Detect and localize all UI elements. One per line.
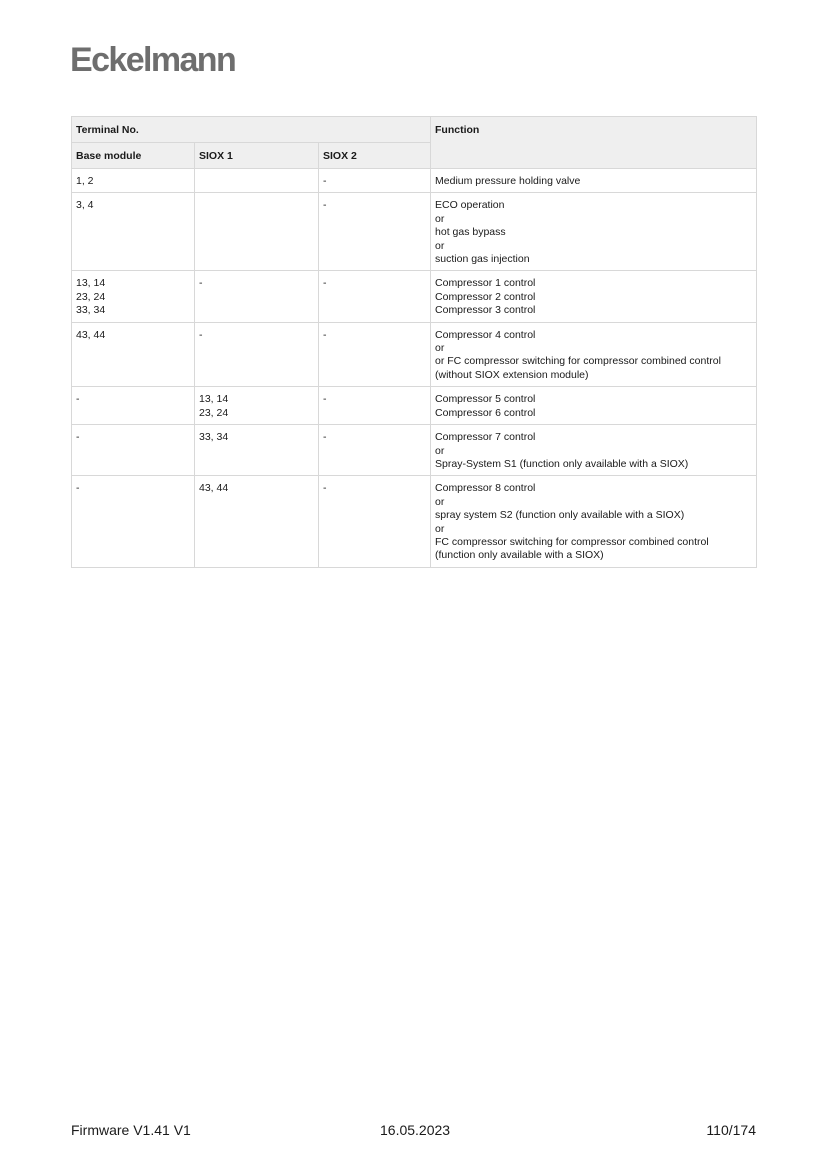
table-row bbox=[72, 425, 757, 476]
base-module-cell bbox=[72, 193, 195, 271]
base-module-cell bbox=[72, 425, 195, 476]
cell-line: 3, 4 bbox=[76, 199, 94, 212]
table-body bbox=[72, 169, 757, 568]
cell-line: - bbox=[76, 482, 80, 495]
siox2-cell bbox=[319, 193, 431, 271]
cell-line: - bbox=[199, 328, 203, 341]
cell-line: FC compressor switching for compressor combined control bbox=[435, 535, 709, 548]
function-header: Function bbox=[431, 117, 757, 169]
cell-line: - bbox=[76, 393, 80, 406]
base-module-header: Base module bbox=[72, 143, 195, 169]
cell-line: 33, 34 bbox=[76, 304, 106, 317]
cell-line bbox=[199, 175, 314, 188]
siox1-header: SIOX 1 bbox=[195, 143, 319, 169]
cell-line: 13, 14 bbox=[76, 277, 106, 290]
cell-line: - bbox=[323, 277, 327, 290]
terminal-no-header: Terminal No. bbox=[72, 117, 431, 143]
cell-line: - bbox=[323, 393, 327, 406]
siox1-cell bbox=[195, 271, 319, 322]
cell-line: suction gas injection bbox=[435, 253, 530, 266]
cell-line: or bbox=[435, 342, 445, 355]
cell-line: 33, 34 bbox=[199, 431, 229, 444]
table-row bbox=[72, 193, 757, 271]
cell-line bbox=[199, 199, 314, 212]
cell-line: - bbox=[323, 199, 327, 212]
siox1-cell bbox=[195, 476, 319, 567]
cell-line: or FC compressor switching for compressor combined control bbox=[435, 355, 721, 368]
base-module-cell bbox=[72, 476, 195, 567]
footer-firmware: Firmware V1.41 V1 bbox=[71, 1122, 191, 1138]
table-row bbox=[72, 387, 757, 425]
cell-line: Compressor 6 control bbox=[435, 406, 536, 419]
siox2-header: SIOX 2 bbox=[319, 143, 431, 169]
siox2-cell bbox=[319, 425, 431, 476]
siox1-cell bbox=[195, 425, 319, 476]
cell-line: - bbox=[323, 175, 327, 187]
base-module-cell bbox=[72, 387, 195, 425]
cell-line: Compressor 7 control bbox=[435, 431, 536, 444]
siox1-cell bbox=[195, 387, 319, 425]
siox2-cell bbox=[319, 322, 431, 387]
cell-line: or bbox=[435, 495, 445, 508]
cell-line: - bbox=[323, 431, 327, 444]
base-module-cell bbox=[72, 322, 195, 387]
table-row bbox=[72, 322, 757, 387]
cell-line: Medium pressure holding valve bbox=[435, 175, 581, 187]
function-cell bbox=[431, 476, 757, 567]
function-cell bbox=[431, 169, 757, 193]
cell-line: Spray-System S1 (function only available with a SIOX) bbox=[435, 457, 689, 470]
cell-line: Compressor 1 control bbox=[435, 277, 536, 290]
cell-line: 43, 44 bbox=[199, 482, 229, 495]
table-row bbox=[72, 476, 757, 567]
cell-line: Compressor 8 control bbox=[435, 482, 536, 495]
siox1-cell bbox=[195, 322, 319, 387]
function-cell bbox=[431, 193, 757, 271]
table-row bbox=[72, 271, 757, 322]
cell-line: hot gas bypass bbox=[435, 226, 506, 239]
footer-page-number: 110/174 bbox=[706, 1122, 756, 1138]
cell-line: - bbox=[199, 277, 203, 290]
siox2-cell bbox=[319, 476, 431, 567]
cell-line: Compressor 5 control bbox=[435, 393, 536, 406]
function-cell bbox=[431, 271, 757, 322]
base-module-cell bbox=[72, 271, 195, 322]
cell-line: - bbox=[323, 328, 327, 341]
cell-line: spray system S2 (function only available with a SIOX) bbox=[435, 509, 685, 522]
cell-line: or bbox=[435, 239, 445, 252]
cell-line: Compressor 4 control bbox=[435, 328, 536, 341]
cell-line: 23, 24 bbox=[199, 406, 229, 419]
cell-line: or bbox=[435, 212, 445, 225]
cell-line: (function only available with a SIOX) bbox=[435, 549, 604, 562]
siox2-cell bbox=[319, 387, 431, 425]
eckelmann-logo: Eckelmann bbox=[70, 41, 236, 79]
cell-line: ECO operation bbox=[435, 199, 505, 212]
cell-line: 43, 44 bbox=[76, 328, 106, 341]
cell-line: (without SIOX extension module) bbox=[435, 368, 589, 381]
cell-line: 23, 24 bbox=[76, 290, 106, 303]
cell-line: or bbox=[435, 444, 445, 457]
cell-line: Compressor 2 control bbox=[435, 290, 536, 303]
siox1-cell bbox=[195, 193, 319, 271]
footer-date: 16.05.2023 bbox=[380, 1122, 451, 1138]
siox2-cell bbox=[319, 169, 431, 193]
function-cell bbox=[431, 425, 757, 476]
siox2-cell bbox=[319, 271, 431, 322]
cell-line: - bbox=[76, 431, 80, 444]
cell-line: 1, 2 bbox=[76, 175, 94, 187]
cell-line: Compressor 3 control bbox=[435, 304, 536, 317]
base-module-cell bbox=[72, 169, 195, 193]
cell-line: - bbox=[323, 482, 327, 495]
table-header-row bbox=[72, 117, 757, 143]
function-cell bbox=[431, 387, 757, 425]
cell-line: 13, 14 bbox=[199, 393, 229, 406]
cell-line: or bbox=[435, 522, 445, 535]
terminal-function-table bbox=[71, 116, 757, 568]
siox1-cell bbox=[195, 169, 319, 193]
function-cell bbox=[431, 322, 757, 387]
table-row bbox=[72, 169, 757, 193]
